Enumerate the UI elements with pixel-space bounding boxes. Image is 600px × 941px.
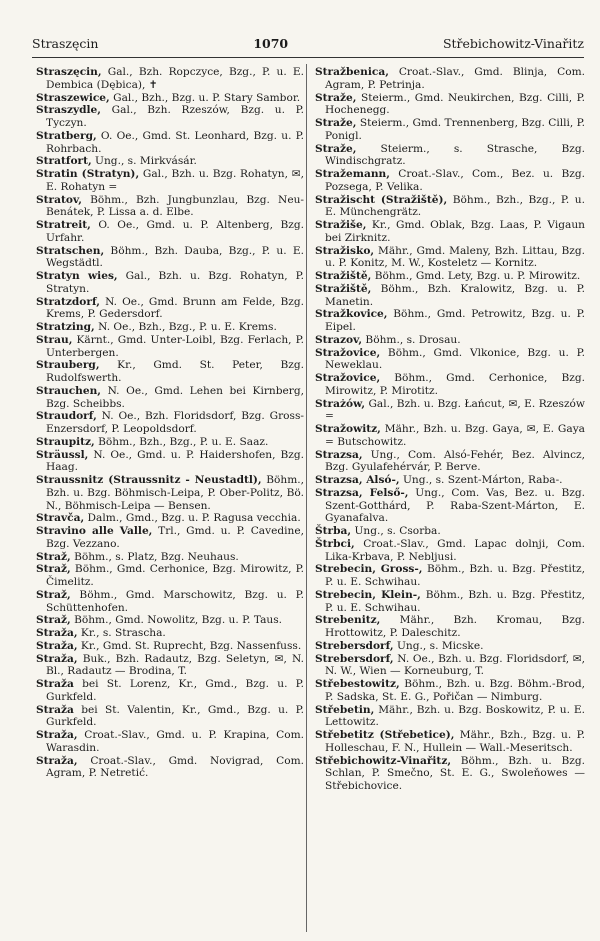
entry-text: Böhm., Bzh., Bzg., P. u. E. Münchengrätz. [325, 193, 585, 219]
gazetteer-entry [315, 614, 585, 640]
gazetteer-entry [36, 704, 304, 730]
entry-headword: Sträussl, [36, 448, 89, 461]
gazetteer-entry [36, 321, 304, 334]
entry-text: Böhm., Gmd. Cerhonice, Bzg. Mirowitz, P. Čimelitz. [46, 563, 304, 588]
entry-text: Gal., Bzh., Bzg. u. P. Stary Sambor. [109, 91, 301, 104]
entry-headword: Straža, [36, 639, 78, 652]
entry-headword: Straussnitz (Straussnitz - Neustadtl), [36, 474, 262, 486]
gazetteer-entry [315, 194, 585, 220]
entry-headword: Straž, [36, 614, 71, 627]
entry-headword: Straža, [36, 729, 78, 741]
gazetteer-entry [36, 614, 304, 627]
entry-headword: Straže, [315, 117, 357, 129]
entry-headword: Strebersdorf, [315, 639, 394, 652]
gazetteer-entry [315, 270, 585, 283]
entry-headword: Strebecin, Klein-, [315, 588, 421, 601]
entry-text: Mähr., Gmd. Maleny, Bzh. Littau, Bzg. u. P. Konitz, M. W., Kosteletz — Kornitz. [325, 244, 585, 270]
entry-text: Gal., Bzh. Rzeszów, Bzg. u. P. Tyczyn. [46, 104, 304, 129]
entry-text: bei St. Lorenz, Kr., Gmd., Bzg. u. P. Gurkfeld. [46, 678, 304, 703]
entry-text: Böhm., Bzh. u. Bzg. Schlan, P. Smečno, St. E. G., Swoleňowes — Střebichovice. [325, 754, 585, 792]
entry-text: Mähr., Bzh., Bzg. u. P. Holleschau, F. N., Hullein — Wall.-Meseritsch. [325, 729, 585, 754]
gazetteer-entry [36, 66, 304, 92]
entry-text: Kr., Gmd. Oblak, Bzg. Laas, P. Vigaun bei Zirknitz. [325, 219, 585, 244]
entry-text: Steierm., s. Strasche, Bzg. Windischgratz. [325, 142, 585, 168]
gazetteer-entry [315, 487, 585, 525]
entry-text: Kr., Gmd. St. Peter, Bzg. Rudolfswerth. [46, 359, 304, 384]
gazetteer-entry [36, 678, 304, 704]
entry-headword: Stražkovice, [315, 308, 388, 321]
entry-text: Croat.-Slav., Gmd. Blinja, Com. Agram, P. Petrinja. [325, 66, 585, 91]
gazetteer-entry [315, 168, 585, 194]
gazetteer-entry [36, 155, 304, 168]
entry-headword: Střebetitz (Střebetice), [315, 729, 455, 741]
page-number: 1070 [253, 36, 289, 51]
gazetteer-entry [315, 474, 585, 487]
entry-headword: Střebichowitz-Vinařitz, [315, 754, 452, 767]
gazetteer-entry [36, 551, 304, 564]
gazetteer-entry [315, 589, 585, 615]
gazetteer-entry [36, 653, 304, 679]
gazetteer-entry [315, 423, 585, 449]
entry-headword: Straža [36, 678, 74, 690]
entry-headword: Stratreit, [36, 219, 91, 231]
entry-headword: Strebecin, Gross-, [315, 563, 423, 576]
entry-headword: Stražischt (Stražiště), [315, 193, 448, 206]
entry-text: N. Oe., Gmd. Brunn am Felde, Bzg. Krems, P. Gedersdorf. [46, 295, 304, 321]
gazetteer-entry [36, 627, 304, 640]
gazetteer-entry [315, 563, 585, 589]
entry-headword: Stražiše, [315, 219, 367, 231]
gazetteer-entry [315, 538, 585, 564]
entry-headword: Straže, [315, 91, 357, 104]
entry-headword: Stražiště, [315, 270, 372, 282]
entry-headword: Straupitz, [36, 435, 95, 448]
gazetteer-entry [36, 410, 304, 436]
entry-text: Gal., Bzh. u. Bzg. Rohatyn, ✉, E. Rohatyn = [46, 168, 304, 193]
gazetteer-entry [36, 104, 304, 130]
header-rule [32, 57, 584, 58]
entry-headword: Strau, [36, 333, 73, 346]
entry-text: Kr., Gmd. St. Ruprecht, Bzg. Nassenfuss. [77, 639, 302, 652]
entry-headword: Straža, [36, 754, 78, 767]
entry-text: Ung., s. Szent-Márton, Raba-. [399, 474, 563, 486]
right-column [315, 66, 585, 793]
gazetteer-entry [315, 755, 585, 793]
entry-text: Böhm., Gmd. Cerhonice, Bzg. Mirowitz, P. Mirotitz. [325, 372, 585, 397]
gazetteer-entry [36, 525, 304, 551]
entry-text: Böhm., Gmd. Vlkonice, Bzg. u. P. Neweklau. [325, 346, 585, 372]
entry-text: Böhm., Bzh., Bzg., P. u. E. Saaz. [94, 435, 269, 448]
entry-headword: Straže, [315, 142, 357, 155]
entry-headword: Stražiště, [315, 282, 372, 295]
entry-headword: Straudorf, [36, 410, 97, 423]
entry-headword: Strauberg, [36, 359, 100, 372]
gazetteer-entry [36, 359, 304, 385]
entry-text: Trl., Gmd. u. P. Cavedine, Bzg. Vezzano. [46, 525, 304, 550]
entry-headword: Strebersdorf, [315, 652, 394, 665]
entry-text: Mähr., Bzh. u. Bzg. Gaya, ✉, E. Gaya = Butschowitz. [325, 423, 585, 448]
header-left-term: Straszęcin [32, 36, 99, 51]
gazetteer-entry [36, 474, 304, 512]
entry-text: Ung., s. Micske. [393, 639, 484, 652]
entry-headword: Stratzing, [36, 321, 95, 333]
left-column [36, 66, 304, 780]
entry-text: Buk., Bzh. Radautz, Bzg. Seletyn, ✉, N. Bl., Radautz — Brodina, T. [46, 652, 304, 678]
entry-headword: Straža, [36, 652, 78, 665]
entry-headword: Stravča, [36, 512, 85, 525]
entry-text: Böhm., Bzh. Jungbunzlau, Bzg. Neu-Benátek, P. Lissa a. d. Elbe. [46, 193, 304, 219]
page-header [32, 36, 584, 54]
entry-text: bei St. Valentin, Kr., Gmd., Bzg. u. P. Gurkfeld. [46, 703, 304, 729]
entry-text: Böhm., Gmd. Lety, Bzg. u. P. Mirowitz. [371, 270, 581, 282]
entry-text: Ung., s. Mirkvásár. [91, 155, 197, 168]
entry-headword: Strazsa, Felső-, [315, 486, 409, 499]
gazetteer-entry [36, 563, 304, 589]
gazetteer-entry [36, 729, 304, 755]
entry-text: Böhm., s. Drosau. [362, 333, 461, 346]
entry-text: Böhm., Bzh. u. Bzg. Přestitz, P. u. E. Schwihau. [325, 588, 585, 614]
column-divider [306, 64, 307, 932]
entry-text: Böhm., Gmd. Nowolitz, Bzg. u. P. Taus. [70, 614, 283, 627]
entry-headword: Stražovice, [315, 372, 381, 384]
entry-headword: Střebetin, [315, 703, 375, 716]
entry-text: Böhm., Bzh. u. Bzg. Böhmisch-Leipa, P. Ober-Politz, Bö. N., Böhmisch-Leipa — Bensen. [46, 474, 304, 512]
entry-text: Gal., Bzh. u. Bzg. Łańcut, ✉, E. Rzeszów = [325, 397, 585, 423]
gazetteer-entry [36, 92, 304, 105]
gazetteer-entry [36, 589, 304, 615]
entry-headword: Straszydle, [36, 104, 101, 117]
gazetteer-entry [36, 385, 304, 411]
gazetteer-entry [315, 729, 585, 755]
entry-text: Mähr., Bzh. Kromau, Bzg. Hrottowitz, P. Daleschitz. [325, 614, 585, 639]
gazetteer-entry [315, 245, 585, 271]
entry-text: Böhm., Bzh. Kralowitz, Bzg. u. P. Manetin. [325, 282, 585, 308]
entry-text: Böhm., Gmd. Petrowitz, Bzg. u. P. Eipel. [325, 308, 585, 333]
gazetteer-entry [315, 704, 585, 730]
entry-text: Steierm., Gmd. Trennenberg, Bzg. Cilli, P. Ponigl. [325, 117, 585, 142]
entry-text: Ung., Com. Vas, Bez. u. Bzg. Szent-Gotthárd, P. Raba-Szent-Márton, E. Gyanafalva. [325, 486, 586, 525]
entry-headword: Stražowitz, [315, 423, 381, 435]
gazetteer-entry [315, 653, 585, 679]
entry-headword: Stratov, [36, 193, 82, 206]
entry-text: O. Oe., Gmd. u. P. Altenberg, Bzg. Urfahr. [46, 219, 304, 244]
entry-text: Mähr., Bzh. u. Bzg. Boskowitz, P. u. E. Lettowitz. [325, 703, 585, 729]
entry-text: Böhm., Bzh. u. Bzg. Böhm.-Brod, P. Sadska, St. E. G., Pořičan — Nimburg. [325, 678, 585, 703]
entry-headword: Strazsa, [315, 448, 363, 461]
gazetteer-entry [36, 449, 304, 475]
entry-headword: Štrbci, [315, 537, 355, 550]
entry-text: Ung., s. Csorba. [351, 525, 441, 537]
gazetteer-entry [36, 640, 304, 653]
entry-headword: Stravino alle Valle, [36, 525, 153, 537]
gazetteer-entry [36, 130, 304, 156]
entry-text: N. Oe., Bzh., Bzg., P. u. E. Krems. [94, 321, 277, 333]
entry-headword: Strauchen, [36, 384, 101, 397]
gazetteer-entry [36, 296, 304, 322]
gazetteer-entry [315, 219, 585, 245]
entry-headword: Stražemann, [315, 168, 390, 180]
entry-text: Böhm., Bzh. Dauba, Bzg., P. u. E. Wegstädtl. [46, 244, 304, 270]
entry-headword: Stražbenica, [315, 66, 389, 78]
entry-headword: Štrba, [315, 525, 352, 537]
gazetteer-entry [315, 347, 585, 373]
entry-headword: Straža [36, 703, 74, 716]
gazetteer-entry [315, 308, 585, 334]
entry-headword: Straszewice, [36, 91, 110, 104]
gazetteer-entry [315, 525, 585, 538]
entry-headword: Stratberg, [36, 129, 97, 142]
entry-headword: Stratin (Stratyn), [36, 168, 140, 180]
entry-headword: Strazov, [315, 333, 363, 346]
gazetteer-entry [315, 640, 585, 653]
entry-text: Kärnt., Gmd. Unter-Loibl, Bzg. Ferlach, P. Unterbergen. [46, 333, 304, 359]
entry-headword: Stratfort, [36, 155, 92, 168]
entry-headword: Straž, [36, 550, 71, 563]
gazetteer-entry [315, 398, 585, 424]
entry-text: Steierm., Gmd. Neukirchen, Bzg. Cilli, P. Hochenegg. [325, 91, 585, 117]
entry-headword: Stražovice, [315, 346, 381, 359]
gazetteer-entry [36, 436, 304, 449]
entry-headword: Stratschen, [36, 244, 105, 257]
entry-text: Böhm., s. Platz, Bzg. Neuhaus. [70, 550, 239, 563]
entry-text: Croat.-Slav., Com., Bez. u. Bzg. Pozsega, P. Velika. [325, 168, 585, 193]
gazetteer-entry [315, 117, 585, 143]
entry-headword: Stratyn wies, [36, 270, 118, 282]
entry-headword: Straža, [36, 627, 78, 639]
entry-text: Croat.-Slav., Gmd. Novigrad, Com. Agram, P. Netretić. [46, 754, 304, 780]
entry-text: Böhm., Gmd. Marschowitz, Bzg. u. P. Schüttenhofen. [46, 588, 304, 614]
entry-text: Croat.-Slav., Gmd. u. P. Krapina, Com. Warasdin. [46, 729, 304, 754]
gazetteer-entry [36, 334, 304, 360]
gazetteer-entry [315, 372, 585, 398]
entry-headword: Straszęcin, [36, 66, 102, 78]
gazetteer-entry [315, 143, 585, 169]
gazetteer-entry [36, 194, 304, 220]
entry-text: Ung., Com. Alsó-Fehér, Bez. Alvincz, Bzg. Gyulafehérvár, P. Berve. [325, 448, 585, 474]
gazetteer-entry [315, 66, 585, 92]
gazetteer-entry [315, 449, 585, 475]
entry-text: Kr., s. Strascha. [77, 627, 166, 639]
gazetteer-entry [36, 245, 304, 271]
entry-text: Gal., Bzh. Ropczyce, Bzg., P. u. E. Dembica (Dębica), ✝ [46, 66, 304, 91]
entry-headword: Stražisko, [315, 244, 375, 257]
gazetteer-entry [315, 283, 585, 309]
entry-text: O. Oe., Gmd. St. Leonhard, Bzg. u. P. Rohrbach. [46, 129, 304, 155]
header-right-term: Střebichowitz-Vinařitz [442, 36, 584, 51]
gazetteer-entry [36, 270, 304, 296]
entry-headword: Stratzdorf, [36, 295, 100, 308]
gazetteer-entry [315, 334, 585, 347]
gazetteer-entry [315, 92, 585, 118]
entry-text: Dalm., Gmd., Bzg. u. P. Ragusa vecchia. [84, 512, 301, 525]
entry-text: N. Oe., Gmd. u. P. Haidershofen, Bzg. Haag. [46, 448, 304, 474]
gazetteer-entry [36, 219, 304, 245]
entry-text: N. Oe., Bzh. Floridsdorf, Bzg. Gross-Enzersdorf, P. Leopoldsdorf. [46, 410, 304, 435]
gazetteer-entry [36, 755, 304, 781]
entry-text: Böhm., Bzh. u. Bzg. Přestitz, P. u. E. Schwihau. [325, 563, 585, 588]
entry-headword: Straž, [36, 588, 71, 601]
entry-headword: Strazsa, Alsó-, [315, 474, 400, 486]
entry-text: N. Oe., Gmd. Lehen bei Kirnberg, Bzg. Scheibbs. [46, 384, 304, 410]
entry-headword: Strebenitz, [315, 614, 381, 627]
entry-headword: Straž, [36, 563, 71, 576]
gazetteer-entry [36, 168, 304, 194]
entry-headword: Strażów, [315, 397, 366, 410]
entry-text: N. Oe., Bzh. u. Bzg. Floridsdorf, ✉, N. W., Wien — Korneuburg, T. [325, 652, 585, 678]
entry-headword: Střebestowitz, [315, 678, 400, 690]
gazetteer-entry [36, 512, 304, 525]
gazetteer-entry [315, 678, 585, 704]
entry-text: Croat.-Slav., Gmd. Lapac dolnji, Com. Lika-Krbava, P. Nebljusi. [325, 537, 585, 563]
entry-text: Gal., Bzh. u. Bzg. Rohatyn, P. Stratyn. [46, 270, 304, 295]
